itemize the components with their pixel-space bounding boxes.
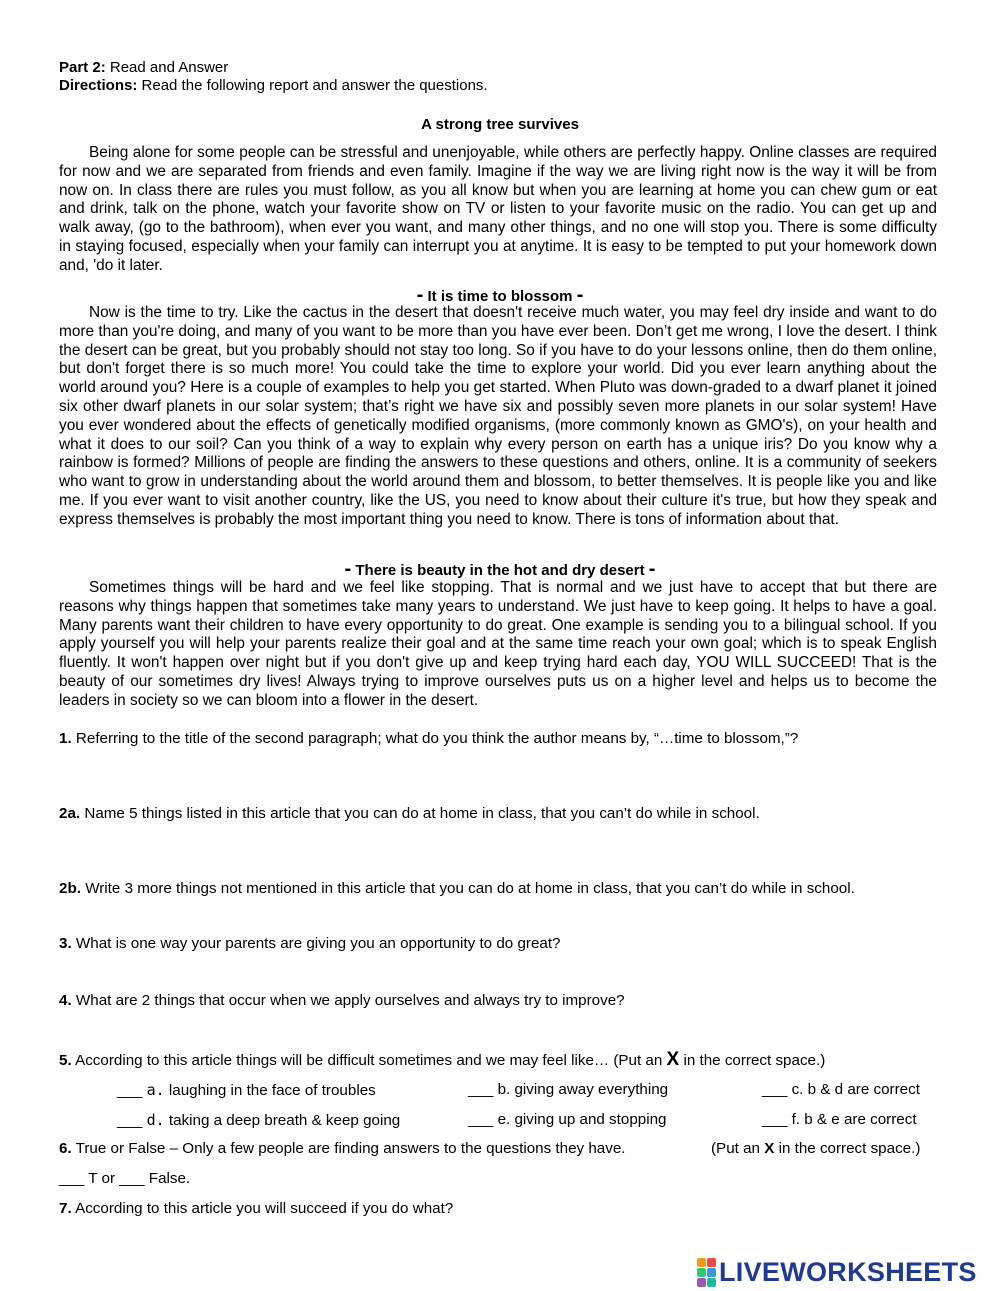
- option-letter: d.: [146, 1111, 165, 1129]
- question-4: [59, 992, 625, 1010]
- option-text: taking a deep breath & keep going: [168, 1112, 401, 1129]
- question-3-number: 3.: [59, 935, 72, 952]
- hint-text-end: in the correct space.): [778, 1140, 921, 1157]
- paragraph-2: Now is the time to try. Like the cactus in the desert that doesn't receive much water, you may feel dry inside and want to do more than you're doing, and many of you want to be more than you have ever been. Don’t get me wrong, I love the desert. I think the desert can be great, but you probably should not stay too long. So if you have to do your lessons online, then do them online, but don't forget there is so much more! You could take the time to explore your world. Did you ever learn anything about the world around you? Here is a couple of examples to help you get started. When Pluto was down-graded to a dwarf planet it joined six other dwarf planets in our solar system; that’s right we have six and possibly seven more planets in our solar system! Have you ever wondered about the effects of genetically modified organisms, (more commonly known as GMO's), on your health and what it does to our soil? Can you think of a way to explain why every person on earth has a unique iris? Do you know why a rainbow is formed? Millions of people are finding the answers to these questions and others, online. It is a community of seekers who want to grow in understanding about the world around them and blossom, to better themselves. It is people like you and like me. If you ever want to visit another country, like the US, you need to know about their culture it's true, but how they speak and express themselves is probably the most important thing you need to know. There is tons of information about that.: [59, 304, 937, 528]
- option-a[interactable]: [117, 1081, 376, 1100]
- option-letter: e.: [497, 1111, 511, 1128]
- question-2a-text: Name 5 things listed in this article that you can do at home in class, that you can’t do while in school.: [84, 805, 760, 822]
- article-title: A strong tree survives: [421, 116, 579, 133]
- option-b[interactable]: [468, 1081, 668, 1099]
- question-5-text-end: in the correct space.): [683, 1052, 826, 1069]
- x-mark: X: [764, 1140, 775, 1157]
- question-5-text: According to this article things will be difficult sometimes and we may feel like… (Put an: [75, 1052, 663, 1069]
- option-text: b & e are correct: [804, 1111, 917, 1128]
- part-heading: [59, 59, 228, 77]
- question-1-number: 1.: [59, 730, 72, 747]
- answer-blank[interactable]: ___: [762, 1081, 788, 1098]
- question-2a: [59, 805, 760, 823]
- option-d[interactable]: [117, 1111, 400, 1130]
- answer-blank[interactable]: ___: [468, 1111, 494, 1128]
- question-6-number: 6.: [59, 1140, 72, 1157]
- directions-text: Read the following report and answer the questions.: [141, 77, 488, 94]
- directions-label: Directions:: [59, 77, 138, 94]
- option-letter: b.: [497, 1081, 511, 1098]
- question-7-text: According to this article you will succeed if you do what?: [75, 1200, 454, 1217]
- question-6-text: True or False – Only a few people are finding answers to the questions they have.: [75, 1140, 626, 1157]
- true-false-answer[interactable]: ___ T or ___ False.: [59, 1170, 191, 1187]
- logo-text: LIVEWORKSHEETS: [719, 1257, 977, 1287]
- subheading-desert-text: There is beauty in the hot and dry desert: [355, 562, 645, 579]
- question-6: [59, 1140, 626, 1158]
- paragraph-3: Sometimes things will be hard and we feel like stopping. That is normal and we just have to accept that but there are reasons why things happen that sometimes take many years to understand. We just have to keep going. It helps to have a goal. Many parents want their children to have every opportunity to do great. One example is sending you to a bilingual school. If you apply yourself you will help your parents realize their goal and at the same time reach your own goal; which is to speak English fluently. It won't happen over night but if you don't give up and keep trying hard each day, YOU WILL SUCCEED! That is the beauty of our sometimes dry lives! Always trying to improve ourselves puts us on a higher level and helps us to become the leaders in society so we can bloom into a flower in the desert.: [59, 579, 937, 709]
- option-text: giving up and stopping: [514, 1111, 667, 1128]
- logo-mark-icon: [697, 1258, 716, 1287]
- question-2b: [59, 880, 855, 898]
- option-f[interactable]: [762, 1111, 917, 1129]
- question-3-text: What is one way your parents are giving you an opportunity to do great?: [75, 935, 561, 952]
- paragraph-1: Being alone for some people can be stressful and unenjoyable, while others are perfectly happy. Online classes are required for now and we are separated from friends and even family. Imagine if the way we are living right now is the way it will be from now on. In class there are rules you must follow, as you all know but when you are learning at home you can chew gum or eat and drink, talk on the phone, watch your favorite show on TV or listen to your favorite music on the radio. You can get up and walk away, (go to the bathroom), when ever you want, and many other things, and no one will stop you. There is some difficulty in staying focused, especially when your family can interrupt you at anytime. It is easy to be tempted to put your homework down and, 'do it later.: [59, 144, 937, 274]
- option-letter: f.: [791, 1111, 801, 1128]
- question-7: [59, 1200, 453, 1218]
- question-7-number: 7.: [59, 1200, 72, 1217]
- answer-blank[interactable]: ___: [762, 1111, 788, 1128]
- option-text: giving away everything: [514, 1081, 669, 1098]
- answer-blank[interactable]: ___: [468, 1081, 494, 1098]
- directions: [59, 77, 488, 95]
- subheading-blossom: - It is time to blossom -: [416, 284, 584, 306]
- question-4-number: 4.: [59, 992, 72, 1009]
- question-2b-text: Write 3 more things not mentioned in this article that you can do at home in class, that you can’t do while in school.: [85, 880, 855, 897]
- answer-blank[interactable]: ___: [117, 1082, 143, 1099]
- question-4-text: What are 2 things that occur when we apply ourselves and always try to improve?: [75, 992, 625, 1009]
- subheading-desert: - There is beauty in the hot and dry desert -: [344, 558, 656, 580]
- option-letter: a.: [146, 1081, 165, 1099]
- answer-blank[interactable]: ___: [117, 1112, 143, 1129]
- question-5: [59, 1051, 825, 1070]
- option-c[interactable]: [762, 1081, 920, 1099]
- option-text: laughing in the face of troubles: [168, 1082, 376, 1099]
- question-1-text: Referring to the title of the second paragraph; what do you think the author means by, “…time to blossom,”?: [75, 730, 799, 747]
- question-3: [59, 935, 561, 953]
- question-6-hint: [711, 1140, 920, 1158]
- x-mark: X: [666, 1049, 680, 1070]
- part-text: Read and Answer: [109, 59, 229, 76]
- question-2b-number: 2b.: [59, 880, 81, 897]
- question-5-number: 5.: [59, 1052, 72, 1069]
- subheading-blossom-text: It is time to blossom: [427, 288, 573, 305]
- option-e[interactable]: [468, 1111, 666, 1129]
- part-label: Part 2:: [59, 59, 106, 76]
- question-2a-number: 2a.: [59, 805, 81, 822]
- liveworksheets-logo: [697, 1256, 977, 1288]
- question-1: [59, 730, 798, 748]
- option-text: b & d are correct: [807, 1081, 920, 1098]
- hint-text: (Put an: [711, 1140, 760, 1157]
- option-letter: c.: [791, 1081, 804, 1098]
